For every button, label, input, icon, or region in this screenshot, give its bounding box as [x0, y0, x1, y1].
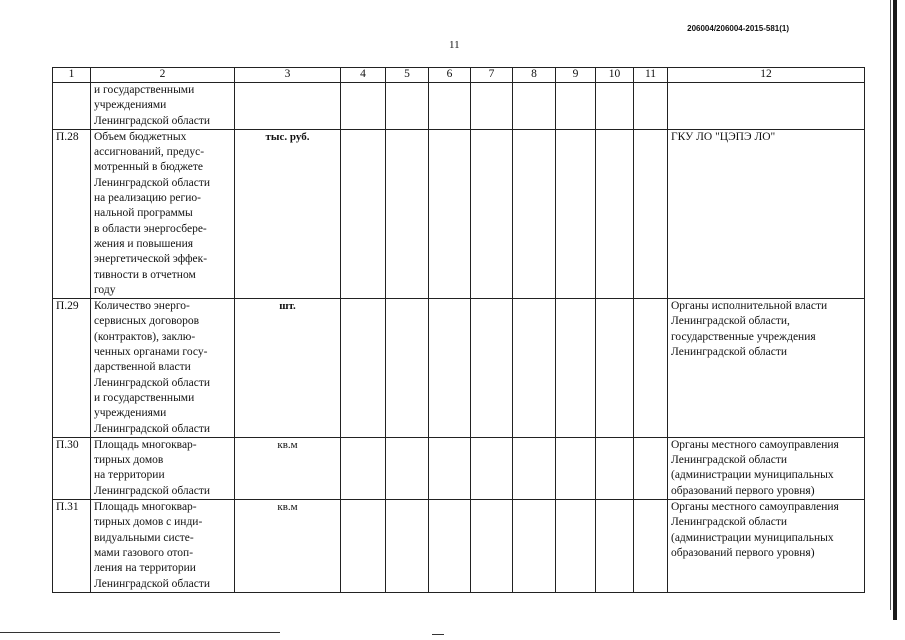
responsible-line: Ленинградской области,	[671, 315, 790, 328]
value-cell	[556, 129, 596, 298]
value-cell	[386, 83, 429, 130]
value-cell	[513, 500, 556, 593]
value-cell	[341, 129, 386, 298]
description-line: на реализацию регио-	[94, 192, 201, 205]
value-cell	[556, 500, 596, 593]
scan-edge-shadow	[893, 0, 897, 620]
column-header: 9	[556, 68, 596, 83]
row-number-cell: П.29	[53, 299, 91, 438]
description-line: Площадь многоквар-	[94, 438, 197, 451]
description-line: Ленинградской области	[94, 376, 211, 389]
description-line: Ленинградской области	[94, 422, 211, 435]
table-row	[53, 299, 865, 438]
value-cell	[341, 437, 386, 499]
description-line: жения и повышения	[94, 237, 194, 250]
value-cell	[471, 129, 513, 298]
unit-cell: кв.м	[235, 437, 341, 499]
description-line: Ленинградской области	[94, 114, 211, 127]
scan-bottom-mark	[0, 632, 280, 633]
responsible-cell	[668, 299, 865, 438]
page-number: 11	[449, 39, 460, 51]
value-cell	[513, 437, 556, 499]
value-cell	[556, 437, 596, 499]
description-line: тирных домов с инди-	[94, 516, 203, 529]
responsible-line: ГКУ ЛО "ЦЭПЭ ЛО"	[671, 130, 776, 143]
responsible-line: образований первого уровня)	[671, 484, 815, 497]
indicator-description-cell	[91, 299, 235, 438]
responsible-line: Органы местного самоуправления	[671, 501, 839, 514]
value-cell	[634, 129, 668, 298]
indicator-description-cell	[91, 500, 235, 593]
column-header: 11	[634, 68, 668, 83]
description-line: Площадь многоквар-	[94, 501, 197, 514]
table-row	[53, 129, 865, 298]
value-cell	[341, 83, 386, 130]
value-cell	[634, 299, 668, 438]
description-line: Количество энерго-	[94, 300, 190, 313]
column-header: 6	[429, 68, 471, 83]
description-line: Ленинградской области	[94, 176, 211, 189]
row-number-cell	[53, 83, 91, 130]
value-cell	[471, 83, 513, 130]
column-header: 7	[471, 68, 513, 83]
description-line: ченных органами госу-	[94, 346, 208, 359]
value-cell	[386, 129, 429, 298]
column-header: 10	[596, 68, 634, 83]
description-line: видуальными систе-	[94, 531, 194, 544]
responsible-line: (администрации муниципальных	[671, 469, 834, 482]
value-cell	[429, 129, 471, 298]
table-header-row	[53, 68, 865, 83]
value-cell	[513, 299, 556, 438]
value-cell	[596, 129, 634, 298]
description-line: тивности в отчетном	[94, 268, 196, 281]
indicator-table	[52, 67, 865, 593]
column-header: 1	[53, 68, 91, 83]
description-line: ления на территории	[94, 562, 196, 575]
indicator-description-cell	[91, 83, 235, 130]
value-cell	[513, 83, 556, 130]
description-line: на территории	[94, 469, 165, 482]
description-line: дарственной власти	[94, 361, 191, 374]
scan-edge-line	[890, 0, 891, 610]
value-cell	[386, 437, 429, 499]
column-header: 4	[341, 68, 386, 83]
responsible-line: государственные учреждения	[671, 330, 816, 343]
value-cell	[386, 500, 429, 593]
description-line: и государственными	[94, 391, 195, 404]
value-cell	[341, 500, 386, 593]
column-header: 2	[91, 68, 235, 83]
unit-cell: тыс. руб.	[235, 129, 341, 298]
description-line: мотренный в бюджете	[94, 161, 204, 174]
value-cell	[471, 299, 513, 438]
value-cell	[556, 299, 596, 438]
description-line: Ленинградской области	[94, 577, 211, 590]
value-cell	[513, 129, 556, 298]
row-number-cell: П.28	[53, 129, 91, 298]
row-number-cell: П.30	[53, 437, 91, 499]
column-header: 8	[513, 68, 556, 83]
unit-cell: кв.м	[235, 500, 341, 593]
value-cell	[386, 299, 429, 438]
responsible-cell	[668, 437, 865, 499]
value-cell	[429, 500, 471, 593]
responsible-cell	[668, 83, 865, 130]
value-cell	[596, 437, 634, 499]
scan-bottom-mark-small	[432, 634, 444, 635]
responsible-line: Органы исполнительной власти	[671, 300, 828, 313]
value-cell	[471, 437, 513, 499]
unit-cell	[235, 83, 341, 130]
responsible-line: образований первого уровня)	[671, 546, 815, 559]
responsible-line: Органы местного самоуправления	[671, 438, 839, 451]
column-header: 3	[235, 68, 341, 83]
description-line: Ленинградской области	[94, 484, 211, 497]
responsible-cell	[668, 129, 865, 298]
value-cell	[429, 83, 471, 130]
description-line: сервисных договоров	[94, 315, 200, 328]
value-cell	[429, 437, 471, 499]
value-cell	[471, 500, 513, 593]
value-cell	[596, 299, 634, 438]
description-line: учреждениями	[94, 99, 167, 112]
responsible-line: Ленинградской области	[671, 454, 788, 467]
value-cell	[556, 83, 596, 130]
value-cell	[341, 299, 386, 438]
value-cell	[634, 437, 668, 499]
responsible-cell	[668, 500, 865, 593]
column-header: 5	[386, 68, 429, 83]
description-line: нальной программы	[94, 207, 193, 220]
table-row	[53, 83, 865, 130]
description-line: учреждениями	[94, 407, 167, 420]
value-cell	[634, 500, 668, 593]
unit-cell: шт.	[235, 299, 341, 438]
description-line: в области энергосбере-	[94, 222, 207, 235]
value-cell	[429, 299, 471, 438]
value-cell	[596, 83, 634, 130]
description-line: мами газового отоп-	[94, 546, 194, 559]
value-cell	[634, 83, 668, 130]
description-line: энергетической эффек-	[94, 253, 208, 266]
description-line: ассигнований, предус-	[94, 146, 205, 159]
document-reference: 206004/206004-2015-581(1)	[687, 24, 789, 33]
description-line: (контрактов), заклю-	[94, 330, 196, 343]
indicator-description-cell	[91, 437, 235, 499]
table-row	[53, 437, 865, 499]
indicator-description-cell	[91, 129, 235, 298]
description-line: году	[94, 283, 116, 296]
column-header: 12	[668, 68, 865, 83]
responsible-line: Ленинградской области	[671, 516, 788, 529]
table-row	[53, 500, 865, 593]
value-cell	[596, 500, 634, 593]
description-line: Объем бюджетных	[94, 130, 187, 143]
description-line: тирных домов	[94, 454, 164, 467]
responsible-line: (администрации муниципальных	[671, 531, 834, 544]
description-line: и государственными	[94, 84, 195, 96]
row-number-cell: П.31	[53, 500, 91, 593]
responsible-line: Ленинградской области	[671, 346, 788, 359]
